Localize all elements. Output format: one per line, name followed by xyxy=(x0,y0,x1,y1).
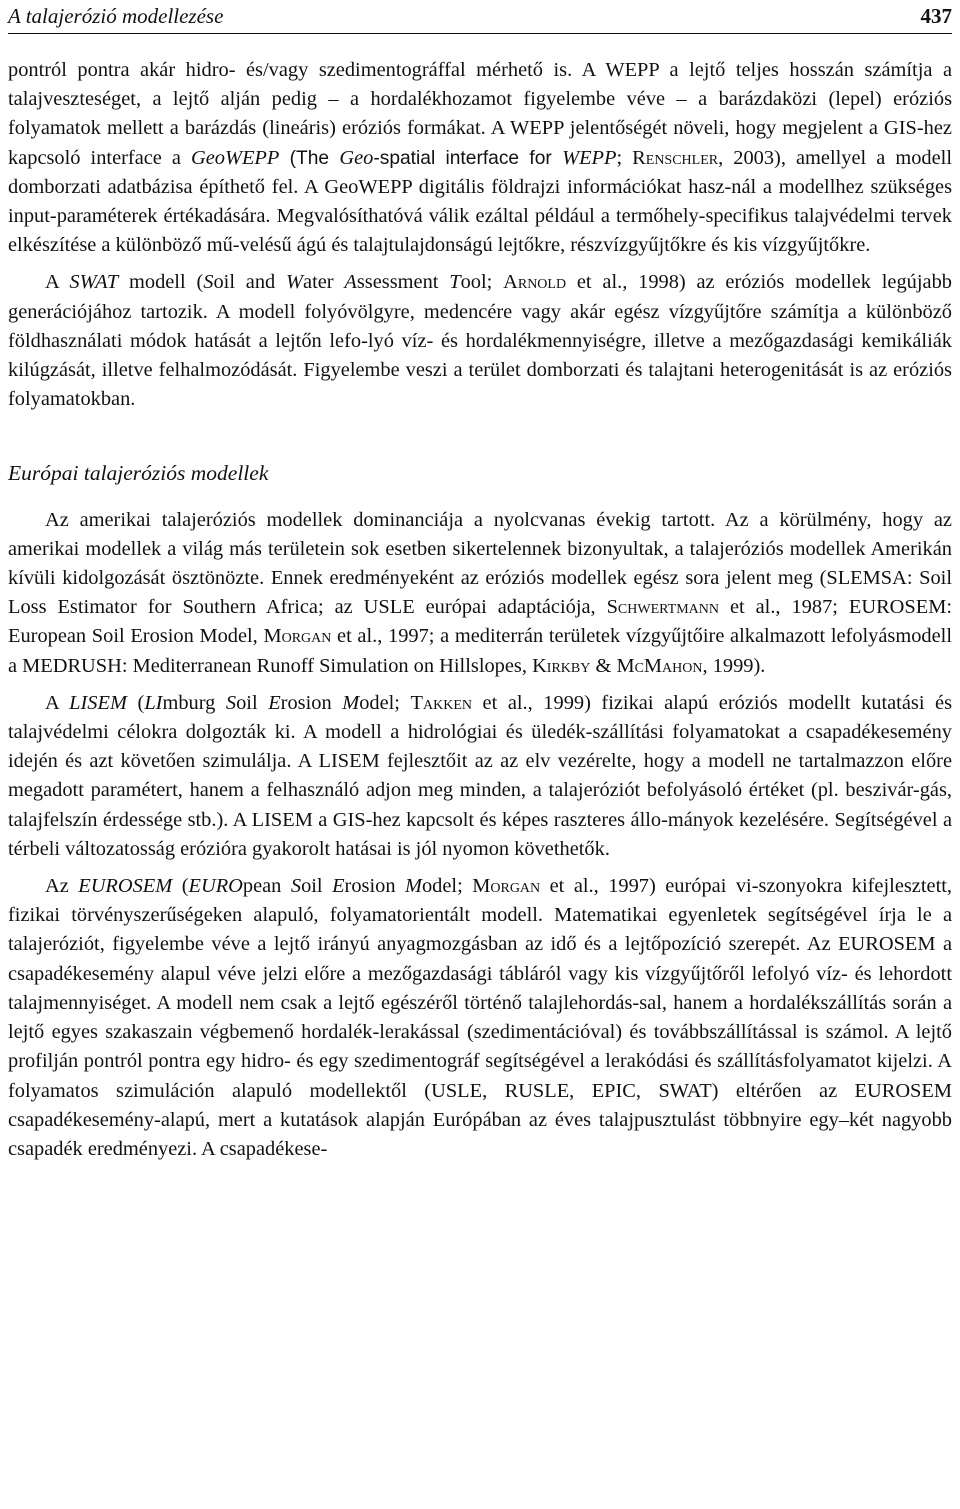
body-text xyxy=(8,56,952,1164)
paragraph-european-models: Az amerikai talajeróziós modellek dominanciája a nyolcvanas évekig tartott. Az a körülmény, hogy az amerikai modellek a világ más területein sok esetben sikertelennek bizonyultak, a talajeróziós modellek Amerikán kívüli kidolgozását ösztönözte. Ennek eredményeként az eróziós modellek egész sora jelent meg (SLEMSA: Soil Loss Estimator for Southern Africa; az USLE európai adaptációja, Schwertmann et al., 1987; EUROSEM: European Soil Erosion Model, Morgan et al., 1997; a mediterrán területek vízgyűjtőire alkalmazott lefolyásmodell a MEDRUSH: Mediterranean Runoff Simulation on Hillslopes, Kirkby & McMahon, 1999). xyxy=(8,508,952,677)
header-title: A talajerózió modellezése xyxy=(8,4,224,28)
page-number: 437 xyxy=(920,4,952,28)
section-heading: Európai talajeróziós modellek xyxy=(8,461,269,486)
paragraph-swat: A SWAT modell (Soil and Water Assessment Tool; Arnold et al., 1998) az eróziós modellek legújabb generációjához tartozik. A modell folyóvölgyre, medencére vagy akár egész vízgyűjtőre számítja a különböző földhasználati módok hatását a lejtőn lefo-lyó víz- és hordalékmennyiségre, illetve a mezőgazdasági kemikáliák kilúgzását, illetve felhalmozódását. Figyelembe veszi a terület domborzati és talajtani heterogenitását is az eróziós folyamatokban. xyxy=(8,271,952,411)
paragraph-wepp: pontról pontra akár hidro- és/vagy szedimentográffal mérhető is. A WEPP a lejtő teljes hosszán számítja a talajveszteséget, a lejtő alján pedig – a hordalékhozamot figyelembe véve – a barázdaközi (lepel) eróziós folyamatok mellett a barázdás (lineáris) eróziós formákat. A WEPP jelentőségét növeli, hogy megjelent a GIS-hez kapcsoló interface a GeoWEPP (The Geo-spatial interface for WEPP; Renschler, 2003), amellyel a modell domborzati adatbázisa építhető fel. A GeoWEPP digitális földrajzi információkat hasz-nál a modellhez szükséges input-paraméterek értékadására. Megvalósíthatóvá válik ezáltal például a termőhely-specifikus talajvédelmi tervek elkészítése a különböző mű-velésű ágú és talajtulajdonságú lejtőkre, részvízgyűjtőkre és kis vízgyűjtőkre. xyxy=(8,59,952,257)
paragraph-lisem: A LISEM (LImburg Soil Erosion Model; Takken et al., 1999) fizikai alapú eróziós modellt kutatási és talajvédelmi célokra dolgozták ki. A modell a hidrológiai és üledék-szállítási folyamatokat a csapadékesemény idején és azt követően szimulálja. A LISEM fejlesztőit az az elv vezérelte, hogy a modell ne tartalmazzon előre megadott paramétert, hanem a felhasználó adjon meg minden, a talajeróziót befolyásoló értéket (pl. beszivár-gás, talajfelszín érdessége stb.). A LISEM a GIS-hez kapcsolt és képes raszteres állo-mányok kezelésére. Segítségével a térbeli változatosság erózióra gyakorolt hatásai is jól nyomon követhetők. xyxy=(8,691,953,860)
paragraph-eurosem: Az EUROSEM (EUROpean Soil Erosion Model; Morgan et al., 1997) európai vi-szonyokra kifejlesztett, fizikai törvényszerűségeken alapuló, folyamatorientált modell. Matematikai egyenletek segítségével írja le a talajeróziót, figyelembe véve a lejtő irányú anyagmozgásban az idő és a lejtőpozíció szerepét. Az EUROSEM a csapadékesemény alapul véve jelzi előre a mezőgazdasági tábláról vagy kis vízgyűjtőről lefolyó víz- és lehordott talajmennyiséget. A modell nem csak a lejtő egészéről történő talajlehordás-sal, hanem a hordalékszállítás során a lejtő egyes szakaszain végbemenő hordalék-lerakással (szedimentációval) és továbbszállítással is számol. A lejtő profilján pontról pontra egy hidro- és egy szedimentográf segítségével a lerakódási és szállításfolyamatot kijelzi. A folyamatos szimuláción alapuló modellektől (USLE, RUSLE, EPIC, SWAT) eltérően az EUROSEM csapadékesemény-alapú, mert a kutatások alapján Európában az éves talajpusztulást többnyire egy–két nagyobb csapadék eredményezi. A csapadékese- xyxy=(8,875,952,1160)
running-header xyxy=(8,0,952,34)
